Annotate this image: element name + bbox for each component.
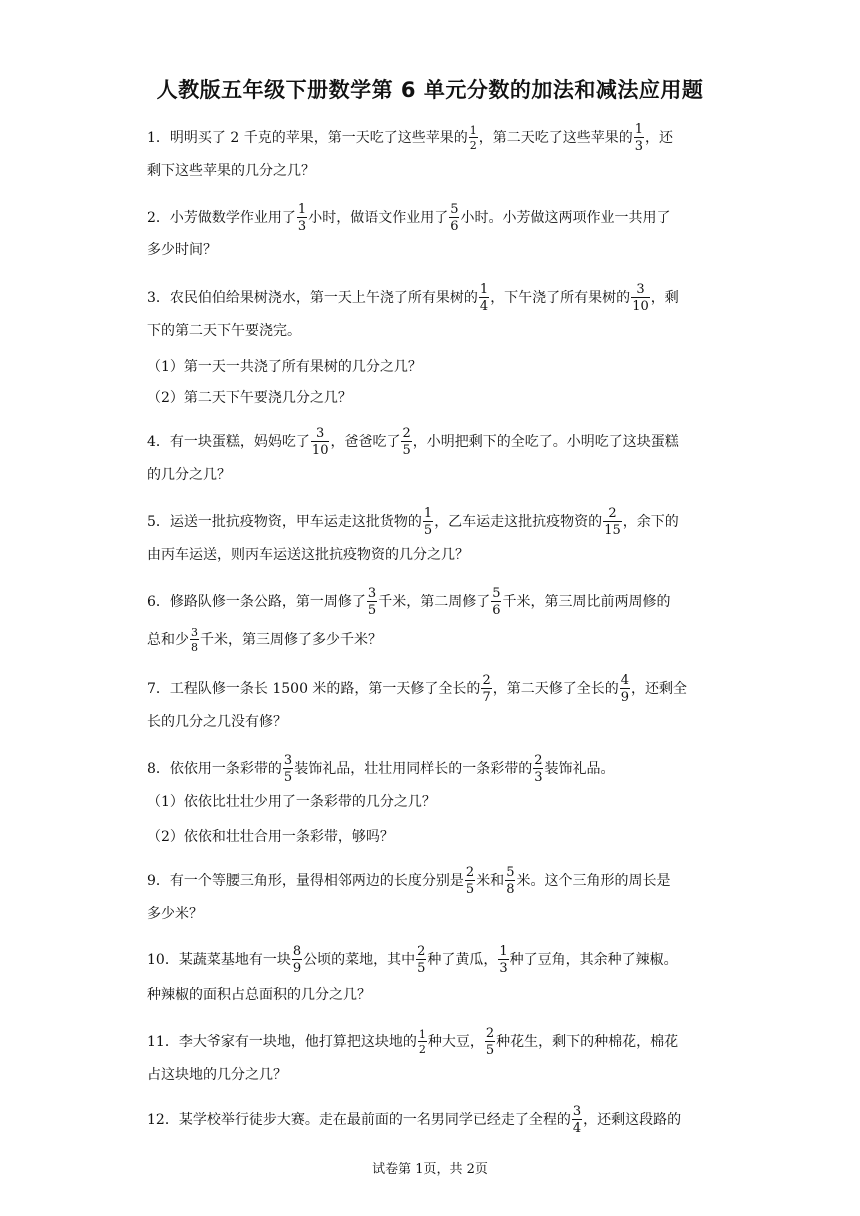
question-9: [147, 866, 722, 896]
question-text: ，余下的: [622, 514, 679, 530]
fraction: $\frac{3}{5}$: [367, 586, 377, 618]
question-3-line-2: 下的第二天下午要浇完。: [147, 323, 301, 339]
question-3-sub-2: （2）第二天下午要浇几分之几？: [147, 390, 352, 406]
fraction: $\frac{2}{3}$: [534, 753, 543, 785]
question-7-line-2: 长的几分之几没有修？: [147, 714, 287, 730]
question-1-line-2: 剩下这些苹果的几分之几？: [147, 163, 315, 179]
fraction: $\frac{3}{8}$: [191, 626, 198, 654]
fraction: $\frac{3}{10}$: [632, 282, 649, 314]
question-text: 种了豆角，其余种了辣椒。: [509, 952, 678, 968]
question-2: [147, 203, 722, 233]
question-text: 米。这个三角形的周长是: [516, 873, 671, 889]
fraction: $\frac{5}{6}$: [450, 202, 459, 234]
question-text: 千米，第三周修了多少千米？: [200, 632, 382, 648]
question-text: ，第二天吃了这些苹果的: [478, 130, 633, 146]
question-text: 千米，第三周比前两周修的: [502, 594, 671, 610]
fraction: $\frac{1}{3}$: [634, 122, 643, 154]
question-8: [147, 754, 722, 784]
question-text: 千米，第二周修了: [378, 594, 491, 610]
fraction: $\frac{2}{5}$: [485, 1026, 495, 1058]
question-4: [147, 427, 722, 457]
question-text: 公顷的菜地，其中: [303, 952, 416, 968]
question-text: 米和: [476, 873, 505, 889]
question-2-line-2: 多少时间？: [147, 242, 217, 258]
question-10-line-2: 种辣椒的面积占总面积的几分之几？: [147, 987, 371, 1003]
fraction: $\frac{8}{9}$: [292, 944, 302, 976]
question-1: [147, 123, 722, 153]
fraction: $\frac{3}{4}$: [572, 1104, 582, 1136]
question-11-line-2: 占这块地的几分之几？: [147, 1067, 287, 1083]
question-7: [147, 674, 722, 704]
fraction: $\frac{5}{8}$: [506, 865, 515, 897]
question-text: 8．依依用一条彩带的: [147, 761, 282, 777]
fraction: $\frac{2}{5}$: [465, 865, 475, 897]
question-text: 种了黄瓜，: [427, 952, 498, 968]
question-text: 小时。小芳做这两项作业一共用了: [460, 210, 671, 226]
question-5-line-2: 由丙车运送，则丙车运送这批抗疫物资的几分之几？: [147, 547, 469, 563]
question-10: [147, 945, 722, 975]
question-3: [147, 283, 722, 313]
question-text: ，剩: [650, 290, 679, 306]
question-text: 总和少: [147, 632, 189, 648]
fraction: $\frac{3}{5}$: [283, 753, 293, 785]
question-6: [147, 587, 722, 617]
fraction: $\frac{4}{9}$: [620, 673, 629, 705]
fraction: $\frac{1}{2}$: [418, 1028, 426, 1056]
question-text: ，爸爸吃了: [330, 434, 401, 450]
question-text: 装饰礼品。: [544, 761, 615, 777]
question-text: 种花生，剩下的种棉花，棉花: [496, 1034, 679, 1050]
question-text: ，小明把剩下的全吃了。小明吃了这块蛋糕: [412, 434, 679, 450]
question-text: 10．某蔬菜基地有一块: [147, 952, 291, 968]
fraction: $\frac{2}{5}$: [417, 944, 426, 976]
question-text: ，还剩全: [631, 681, 687, 697]
fraction: $\frac{5}{6}$: [492, 586, 501, 618]
question-text: 4．有一块蛋糕，妈妈吃了: [147, 434, 310, 450]
fraction: $\frac{1}{5}$: [423, 506, 433, 538]
question-text: ，下午浇了所有果树的: [490, 290, 631, 306]
question-3-sub-1: （1）第一天一共浇了所有果树的几分之几？: [147, 359, 422, 375]
fraction: $\frac{1}{3}$: [297, 202, 307, 234]
question-text: 6．修路队修一条公路，第一周修了: [147, 594, 366, 610]
question-text: ，还: [645, 130, 673, 146]
question-6-line-2: [147, 627, 722, 653]
page-title: 人教版五年级下册数学第 6 单元分数的加法和减法应用题: [156, 78, 704, 102]
question-text: ，还剩这段路的: [583, 1112, 682, 1128]
question-text: 12．某学校举行徒步大赛。走在最前面的一名男同学已经走了全程的: [147, 1112, 571, 1128]
question-text: 2．小芳做数学作业用了: [147, 210, 296, 226]
fraction: $\frac{1}{4}$: [479, 282, 489, 314]
question-text: 种大豆，: [427, 1034, 484, 1050]
question-text: ，乙车运走这批抗疫物资的: [434, 514, 603, 530]
question-8-sub-1: （1）依依比壮壮少用了一条彩带的几分之几？: [147, 794, 436, 810]
question-text: 9．有一个等腰三角形，量得相邻两边的长度分别是: [147, 873, 464, 889]
question-text: 11．李大爷家有一块地，他打算把这块地的: [147, 1034, 417, 1050]
question-8-sub-2: （2）依依和壮壮合用一条彩带，够吗？: [147, 829, 394, 845]
question-4-line-2: 的几分之几？: [147, 467, 231, 483]
question-text: 装饰礼品，壮壮用同样长的一条彩带的: [294, 761, 533, 777]
question-12: [147, 1105, 722, 1135]
question-text: 5．运送一批抗疫物资，甲车运走这批货物的: [147, 514, 422, 530]
question-5: [147, 507, 722, 537]
fraction: $\frac{3}{10}$: [311, 426, 329, 458]
page-footer: 试卷第 1页，共 2页: [372, 1162, 488, 1177]
question-text: ，第二天修了全长的: [492, 681, 619, 697]
question-text: 3．农民伯伯给果树浇水，第一天上午浇了所有果树的: [147, 290, 478, 306]
question-text: 7．工程队修一条长 1500 米的路，第一天修了全长的: [147, 681, 481, 697]
question-9-line-2: 多少米？: [147, 906, 203, 922]
fraction: $\frac{2}{5}$: [402, 426, 411, 458]
question-11: [147, 1027, 722, 1057]
question-text: 小时，做语文作业用了: [308, 210, 449, 226]
fraction: $\frac{2}{15}$: [604, 506, 621, 538]
fraction: $\frac{1}{2}$: [469, 124, 477, 152]
fraction: $\frac{2}{7}$: [482, 673, 491, 705]
fraction: $\frac{1}{3}$: [499, 944, 508, 976]
question-text: 1．明明买了 2 千克的苹果，第一天吃了这些苹果的: [147, 130, 468, 146]
